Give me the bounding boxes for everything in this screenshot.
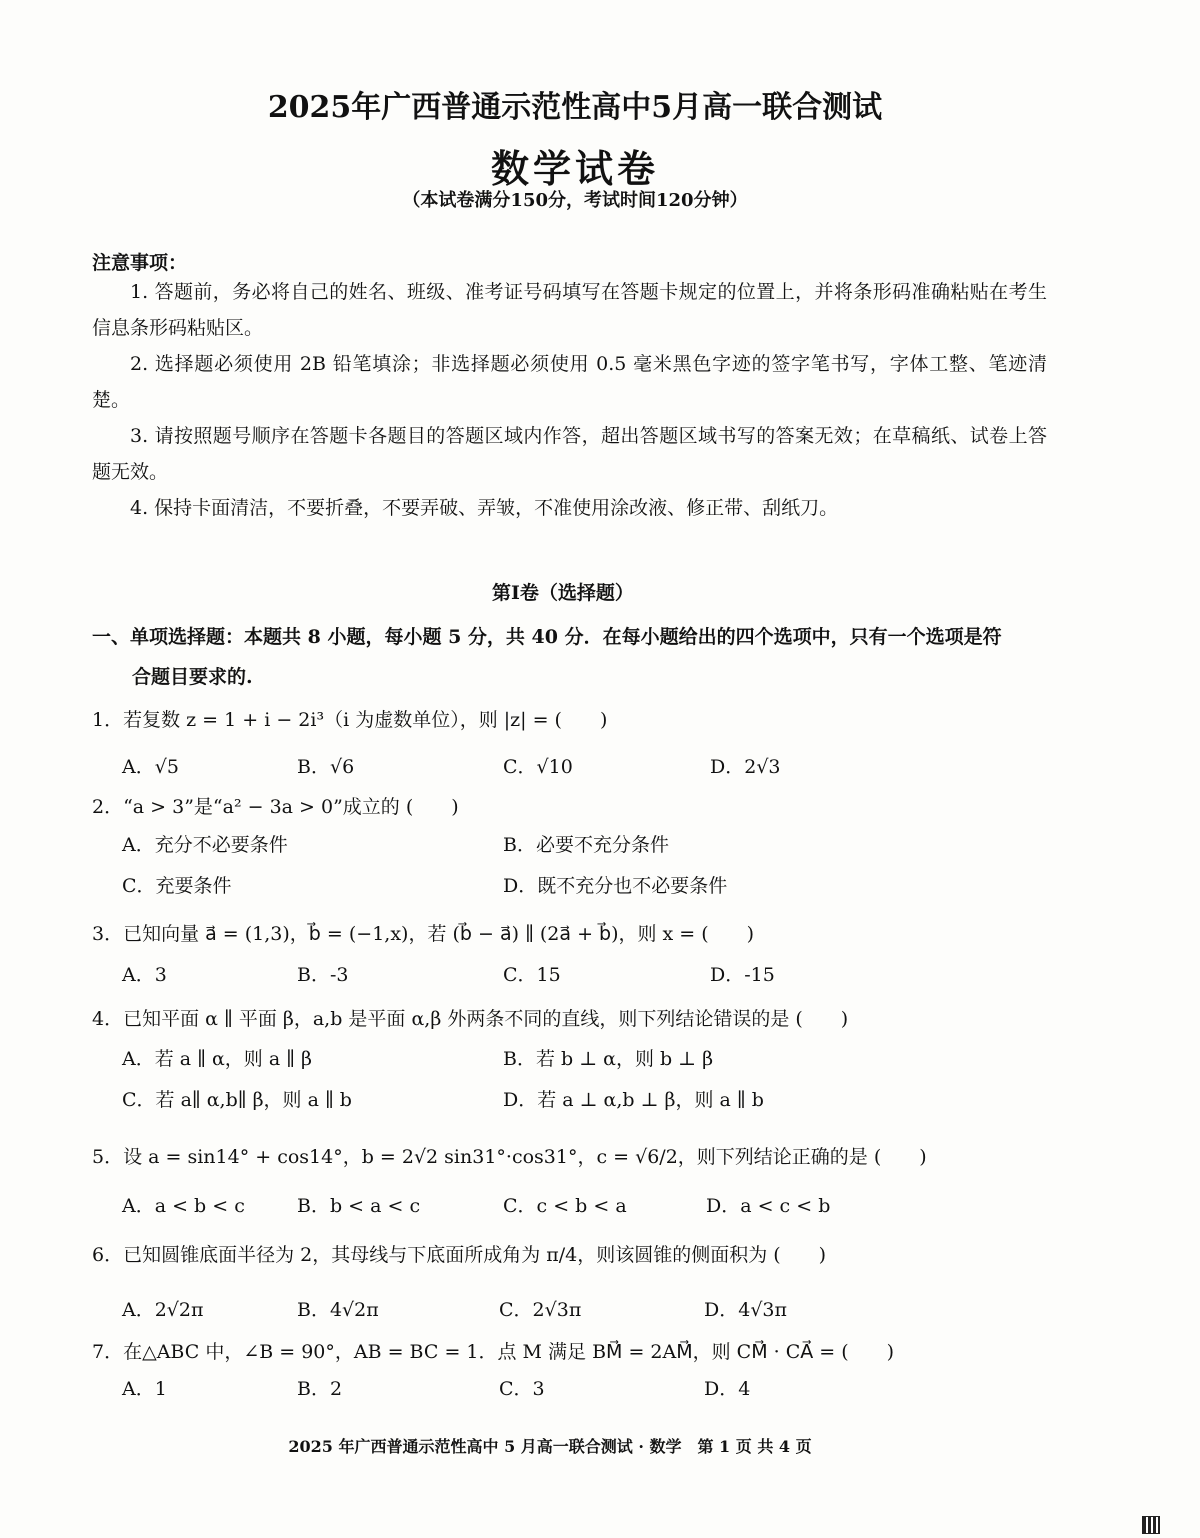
question-2-option-c: C．充要条件 bbox=[122, 875, 232, 897]
question-3-option-b: B．-3 bbox=[297, 964, 349, 986]
question-3-option-c: C．15 bbox=[503, 964, 561, 986]
question-5-option-c: C．c < b < a bbox=[503, 1195, 627, 1217]
question-2-option-a: A．充分不必要条件 bbox=[122, 834, 288, 856]
question-6-stem: 6．已知圆锥底面半径为 2，其母线与下底面所成角为 π/4，则该圆锥的侧面积为 ( ) bbox=[92, 1244, 827, 1266]
question-7-option-b: B．2 bbox=[297, 1378, 343, 1400]
question-1-stem: 1．若复数 z = 1 + i − 2i³（i 为虚数单位），则 |z| = ( ) bbox=[92, 709, 608, 731]
exam-note: （本试卷满分150分，考试时间120分钟） bbox=[402, 190, 748, 211]
question-7-option-a: A．1 bbox=[122, 1378, 167, 1400]
question-5-option-a: A．a < b < c bbox=[122, 1195, 245, 1217]
part-line-1: 一、单项选择题：本题共 8 小题，每小题 5 分，共 40 分．在每小题给出的四个选项中，只有一个选项是符 bbox=[92, 626, 1002, 648]
question-5-stem: 5．设 a = sin14° + cos14°，b = 2√2 sin31°·cos31°，c = √6/2，则下列结论正确的是 ( ) bbox=[92, 1146, 927, 1168]
question-3-option-d: D．-15 bbox=[710, 964, 775, 986]
notice-item-3: 3. 请按照题号顺序在答题卡各题目的答题区域内作答，超出答题区域书写的答案无效；在草稿纸、试卷上答题无效。 bbox=[92, 425, 1047, 483]
question-4-option-a: A．若 a ∥ α，则 a ∥ β bbox=[122, 1048, 312, 1070]
question-1-option-c: C．√10 bbox=[503, 756, 573, 778]
scanner-qr-icon bbox=[1142, 1516, 1160, 1534]
notice-item-1: 1. 答题前，务必将自己的姓名、班级、准考证号码填写在答题卡规定的位置上，并将条形码准确粘贴在考生信息条形码粘贴区。 bbox=[92, 281, 1047, 339]
question-1-option-d: D．2√3 bbox=[710, 756, 781, 778]
question-5-option-b: B．b < a < c bbox=[297, 1195, 421, 1217]
question-4-option-b: B．若 b ⊥ α，则 b ⊥ β bbox=[503, 1048, 714, 1070]
notice-item-2: 2. 选择题必须使用 2B 铅笔填涂；非选择题必须使用 0.5 毫米黑色字迹的签字笔书写，字体工整、笔迹清楚。 bbox=[92, 353, 1047, 411]
notice-item-4: 4. 保持卡面清洁，不要折叠，不要弄破、弄皱，不准使用涂改液、修正带、刮纸刀。 bbox=[130, 497, 839, 519]
question-7-option-d: D．4 bbox=[704, 1378, 751, 1400]
notice-heading: 注意事项： bbox=[92, 252, 188, 274]
question-6-option-c: C．2√3π bbox=[499, 1299, 582, 1321]
question-2-stem: 2．“a > 3”是“a² − 3a > 0”成立的 ( ) bbox=[92, 796, 459, 818]
question-7-stem: 7．在△ABC 中，∠B = 90°，AB = BC = 1．点 M 满足 BM⃗ = 2AM⃗，则 CM⃗ · CA⃗ = ( ) bbox=[92, 1341, 895, 1363]
subject-title: 数学试卷 bbox=[490, 146, 659, 191]
question-2-option-b: B．必要不充分条件 bbox=[503, 834, 669, 856]
question-3-stem: 3．已知向量 a⃗ = (1,3)，b⃗ = (−1,x)，若 (b⃗ − a⃗) ∥ (2a⃗ + b⃗)，则 x = ( ) bbox=[92, 923, 755, 945]
question-4-stem: 4．已知平面 α ∥ 平面 β，a,b 是平面 α,β 外两条不同的直线，则下列结论错误的是 ( ) bbox=[92, 1008, 849, 1030]
section-title: 第Ⅰ卷（选择题） bbox=[492, 582, 634, 604]
question-4-option-d: D．若 a ⊥ α,b ⊥ β，则 a ∥ b bbox=[503, 1089, 764, 1111]
part-instructions bbox=[92, 617, 1042, 697]
question-1-option-a: A．√5 bbox=[122, 756, 179, 778]
question-3-option-a: A．3 bbox=[122, 964, 167, 986]
question-1-option-b: B．√6 bbox=[297, 756, 355, 778]
question-2-option-d: D．既不充分也不必要条件 bbox=[503, 875, 728, 897]
question-5-option-d: D．a < c < b bbox=[706, 1195, 831, 1217]
question-6-option-d: D．4√3π bbox=[704, 1299, 788, 1321]
exam-title: 2025年广西普通示范性高中5月高一联合测试 bbox=[267, 90, 883, 125]
question-6-option-b: B．4√2π bbox=[297, 1299, 379, 1321]
question-7-option-c: C．3 bbox=[499, 1378, 545, 1400]
page-footer: 2025 年广西普通示范性高中 5 月高一联合测试 · 数学 第 1 页 共 4 页 bbox=[288, 1437, 812, 1456]
part-line-2: 合题目要求的. bbox=[132, 666, 253, 688]
question-6-option-a: A．2√2π bbox=[122, 1299, 204, 1321]
question-4-option-c: C．若 a∥ α,b∥ β，则 a ∥ b bbox=[122, 1089, 352, 1111]
